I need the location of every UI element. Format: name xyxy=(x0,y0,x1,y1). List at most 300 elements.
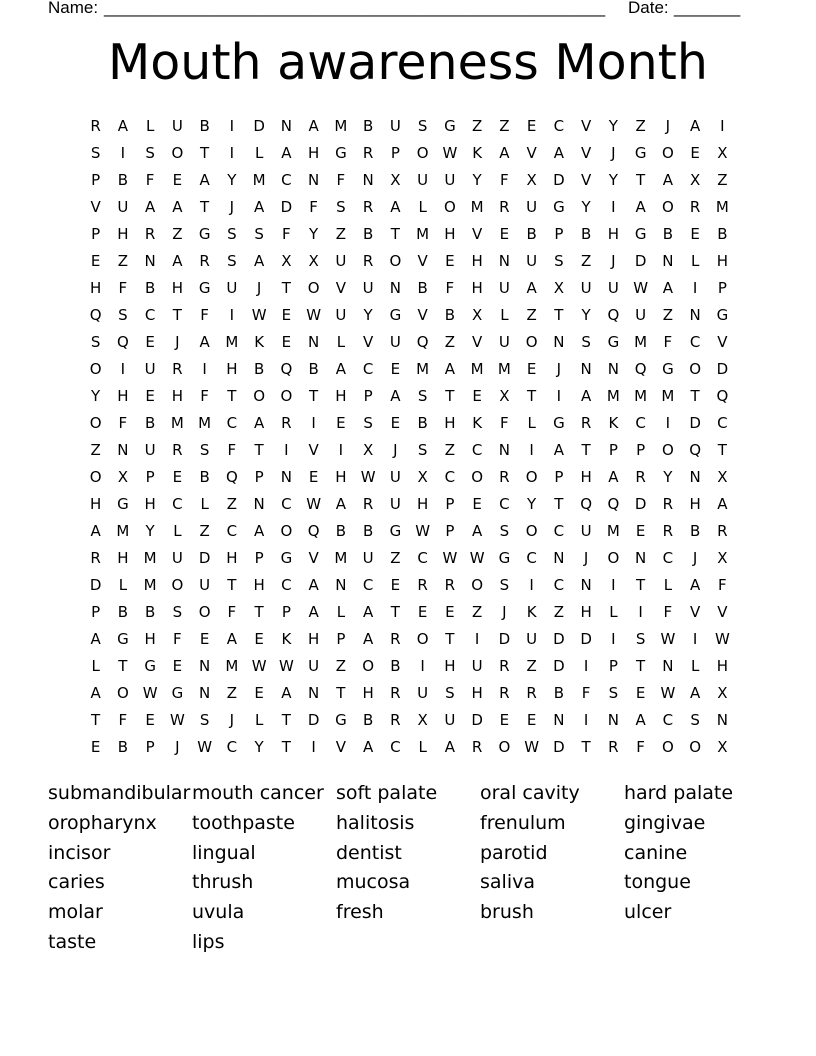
grid-letter[interactable]: N xyxy=(253,494,265,513)
grid-letter[interactable]: Q xyxy=(634,359,647,378)
grid-letter[interactable]: T xyxy=(527,386,537,405)
grid-letter[interactable]: M xyxy=(606,521,620,540)
grid-letter[interactable]: S xyxy=(172,602,183,621)
grid-letter[interactable]: O xyxy=(689,737,702,756)
grid-letter[interactable]: W xyxy=(469,548,485,567)
grid-letter[interactable]: N xyxy=(308,683,320,702)
grid-letter[interactable]: N xyxy=(689,467,701,486)
grid-letter[interactable]: R xyxy=(362,143,374,162)
grid-letter[interactable]: E xyxy=(526,710,537,729)
grid-letter[interactable]: S xyxy=(417,440,428,459)
grid-letter[interactable]: C xyxy=(390,737,401,756)
grid-letter[interactable]: U xyxy=(526,251,538,270)
grid-letter[interactable]: B xyxy=(117,737,129,756)
grid-letter[interactable]: P xyxy=(281,602,291,621)
grid-letter[interactable]: C xyxy=(362,359,374,378)
grid-letter[interactable]: E xyxy=(172,467,183,486)
grid-letter[interactable]: N xyxy=(308,332,320,351)
grid-letter[interactable]: U xyxy=(498,332,510,351)
grid-letter[interactable]: V xyxy=(471,224,483,243)
grid-letter[interactable]: R xyxy=(362,197,374,216)
grid-letter[interactable]: E xyxy=(499,710,510,729)
grid-letter[interactable]: G xyxy=(335,710,347,729)
grid-letter[interactable]: H xyxy=(471,278,483,297)
grid-letter[interactable]: T xyxy=(172,305,182,324)
grid-letter[interactable]: U xyxy=(171,548,183,567)
grid-letter[interactable]: O xyxy=(280,386,293,405)
grid-letter[interactable]: M xyxy=(715,197,729,216)
grid-letter[interactable]: T xyxy=(554,305,564,324)
grid-letter[interactable]: C xyxy=(553,116,565,135)
grid-letter[interactable]: R xyxy=(90,548,101,567)
grid-letter[interactable]: U xyxy=(417,170,429,189)
grid-letter[interactable]: F xyxy=(718,575,727,594)
grid-letter[interactable]: U xyxy=(389,467,401,486)
grid-letter[interactable]: M xyxy=(416,224,430,243)
grid-letter[interactable]: I xyxy=(311,413,316,432)
grid-letter[interactable]: J xyxy=(175,737,180,756)
grid-letter[interactable]: A xyxy=(308,602,319,621)
grid-letter[interactable]: F xyxy=(227,440,237,459)
grid-letter[interactable]: Z xyxy=(199,521,210,540)
grid-letter[interactable]: T xyxy=(554,494,564,513)
grid-letter[interactable]: H xyxy=(471,251,483,270)
grid-letter[interactable]: A xyxy=(499,143,510,162)
grid-letter[interactable]: Z xyxy=(580,251,592,270)
grid-letter[interactable]: P xyxy=(608,440,618,459)
grid-letter[interactable]: S xyxy=(581,332,591,351)
grid-letter[interactable]: R xyxy=(580,413,592,432)
grid-letter[interactable]: G xyxy=(198,278,211,297)
grid-letter[interactable]: C xyxy=(226,737,238,756)
grid-letter[interactable]: R xyxy=(499,197,510,216)
grid-letter[interactable]: H xyxy=(716,656,729,675)
grid-letter[interactable]: T xyxy=(390,224,400,243)
grid-letter[interactable]: N xyxy=(662,251,674,270)
grid-letter[interactable]: E xyxy=(390,413,401,432)
grid-letter[interactable]: O xyxy=(253,386,266,405)
grid-letter[interactable]: R xyxy=(499,656,510,675)
grid-letter[interactable]: X xyxy=(417,710,428,729)
grid-letter[interactable]: I xyxy=(556,386,562,405)
grid-letter[interactable]: Z xyxy=(499,116,510,135)
grid-letter[interactable]: T xyxy=(636,656,646,675)
grid-letter[interactable]: G xyxy=(444,116,456,135)
grid-letter[interactable]: E xyxy=(526,359,537,378)
grid-letter[interactable]: Y xyxy=(527,494,537,513)
grid-letter[interactable]: J xyxy=(175,332,180,351)
grid-letter[interactable]: B xyxy=(662,224,674,243)
grid-letter[interactable]: X xyxy=(526,170,537,189)
grid-letter[interactable]: F xyxy=(227,602,237,621)
grid-letter[interactable]: N xyxy=(498,251,510,270)
grid-letter[interactable]: A xyxy=(172,197,183,216)
grid-letter[interactable]: H xyxy=(144,629,156,648)
grid-letter[interactable]: Y xyxy=(254,737,264,756)
grid-letter[interactable]: G xyxy=(634,143,647,162)
grid-letter[interactable]: A xyxy=(172,251,183,270)
grid-letter[interactable]: Q xyxy=(280,359,293,378)
name-field[interactable]: _____________________________________________________ xyxy=(104,0,606,17)
grid-letter[interactable]: Z xyxy=(444,332,456,351)
grid-letter[interactable]: P xyxy=(254,467,264,486)
grid-letter[interactable]: T xyxy=(390,602,400,621)
grid-letter[interactable]: S xyxy=(227,251,237,270)
grid-letter[interactable]: G xyxy=(607,332,620,351)
grid-letter[interactable]: M xyxy=(170,413,184,432)
grid-letter[interactable]: A xyxy=(253,251,265,270)
grid-letter[interactable]: Z xyxy=(717,170,728,189)
grid-letter[interactable]: O xyxy=(89,467,102,486)
grid-letter[interactable]: B xyxy=(444,305,456,324)
grid-letter[interactable]: C xyxy=(226,521,238,540)
grid-letter[interactable]: T xyxy=(254,440,264,459)
grid-letter[interactable]: R xyxy=(362,251,374,270)
grid-letter[interactable]: S xyxy=(90,143,101,162)
grid-letter[interactable]: A xyxy=(471,521,483,540)
grid-letter[interactable]: A xyxy=(717,494,728,513)
grid-letter[interactable]: C xyxy=(144,305,156,324)
grid-letter[interactable]: G xyxy=(389,521,402,540)
grid-letter[interactable]: Q xyxy=(716,386,729,405)
grid-letter[interactable]: H xyxy=(89,494,102,513)
grid-letter[interactable]: E xyxy=(445,251,455,270)
grid-letter[interactable]: U xyxy=(362,278,374,297)
grid-letter[interactable]: M xyxy=(634,386,648,405)
grid-letter[interactable]: P xyxy=(554,467,564,486)
grid-letter[interactable]: R xyxy=(689,197,701,216)
grid-letter[interactable]: H xyxy=(444,413,456,432)
grid-letter[interactable]: T xyxy=(581,737,591,756)
grid-letter[interactable]: D xyxy=(580,629,592,648)
grid-letter[interactable]: W xyxy=(197,737,213,756)
grid-letter[interactable]: Z xyxy=(662,305,674,324)
grid-letter[interactable]: B xyxy=(717,224,728,243)
grid-letter[interactable]: X xyxy=(689,170,701,189)
grid-letter[interactable]: T xyxy=(254,602,264,621)
grid-letter[interactable]: U xyxy=(471,656,483,675)
grid-letter[interactable]: A xyxy=(553,440,564,459)
grid-letter[interactable]: M xyxy=(334,548,348,567)
grid-letter[interactable]: A xyxy=(308,116,319,135)
grid-letter[interactable]: B xyxy=(117,602,129,621)
grid-letter[interactable]: M xyxy=(198,413,212,432)
grid-letter[interactable]: Z xyxy=(471,602,483,621)
grid-letter[interactable]: U xyxy=(580,521,592,540)
grid-letter[interactable]: P xyxy=(445,521,455,540)
grid-letter[interactable]: N xyxy=(662,656,674,675)
grid-letter[interactable]: K xyxy=(254,332,265,351)
grid-letter[interactable]: F xyxy=(118,278,128,297)
grid-letter[interactable]: H xyxy=(689,494,701,513)
grid-letter[interactable]: B xyxy=(362,116,374,135)
grid-letter[interactable]: L xyxy=(609,602,618,621)
grid-letter[interactable]: Q xyxy=(307,521,320,540)
grid-letter[interactable]: N xyxy=(498,440,510,459)
grid-letter[interactable]: G xyxy=(198,224,211,243)
grid-letter[interactable]: C xyxy=(499,494,510,513)
grid-letter[interactable]: I xyxy=(120,359,126,378)
grid-letter[interactable]: Z xyxy=(526,305,537,324)
grid-letter[interactable]: V xyxy=(308,440,319,459)
grid-letter[interactable]: V xyxy=(580,143,592,162)
grid-letter[interactable]: E xyxy=(445,602,455,621)
grid-letter[interactable]: R xyxy=(199,251,210,270)
grid-letter[interactable]: G xyxy=(553,197,565,216)
grid-letter[interactable]: D xyxy=(553,656,565,675)
grid-letter[interactable]: A xyxy=(281,683,292,702)
grid-letter[interactable]: W xyxy=(442,548,458,567)
grid-letter[interactable]: E xyxy=(145,332,155,351)
grid-letter[interactable]: R xyxy=(390,710,401,729)
grid-letter[interactable]: B xyxy=(362,521,374,540)
grid-letter[interactable]: A xyxy=(281,143,292,162)
grid-letter[interactable]: H xyxy=(580,467,592,486)
grid-letter[interactable]: P xyxy=(390,143,400,162)
grid-letter[interactable]: K xyxy=(608,413,619,432)
grid-letter[interactable]: A xyxy=(608,467,619,486)
grid-letter[interactable]: N xyxy=(117,440,129,459)
grid-letter[interactable]: U xyxy=(362,548,374,567)
grid-letter[interactable]: I xyxy=(338,440,344,459)
grid-letter[interactable]: U xyxy=(117,197,129,216)
grid-letter[interactable]: H xyxy=(471,683,483,702)
grid-letter[interactable]: L xyxy=(500,305,509,324)
grid-letter[interactable]: N xyxy=(716,710,728,729)
grid-letter[interactable]: I xyxy=(665,413,671,432)
grid-letter[interactable]: V xyxy=(471,332,483,351)
grid-letter[interactable]: U xyxy=(199,575,211,594)
grid-letter[interactable]: S xyxy=(554,251,564,270)
grid-letter[interactable]: H xyxy=(335,467,347,486)
grid-letter[interactable]: S xyxy=(199,440,210,459)
grid-letter[interactable]: P xyxy=(717,278,727,297)
grid-letter[interactable]: J xyxy=(611,251,616,270)
grid-letter[interactable]: U xyxy=(171,116,183,135)
grid-letter[interactable]: C xyxy=(635,413,646,432)
grid-letter[interactable]: L xyxy=(254,143,264,162)
grid-letter[interactable]: I xyxy=(583,656,589,675)
grid-letter[interactable]: T xyxy=(581,440,591,459)
grid-letter[interactable]: Z xyxy=(172,224,183,243)
grid-letter[interactable]: Z xyxy=(226,494,238,513)
grid-letter[interactable]: V xyxy=(526,143,537,162)
grid-letter[interactable]: P xyxy=(336,629,346,648)
grid-letter[interactable]: D xyxy=(553,737,565,756)
grid-letter[interactable]: D xyxy=(634,494,647,513)
grid-letter[interactable]: U xyxy=(144,440,156,459)
grid-letter[interactable]: A xyxy=(199,332,210,351)
grid-letter[interactable]: W xyxy=(714,629,730,648)
grid-letter[interactable]: H xyxy=(226,548,238,567)
grid-letter[interactable]: A xyxy=(90,521,101,540)
grid-letter[interactable]: A xyxy=(362,737,374,756)
grid-letter[interactable]: Y xyxy=(581,197,591,216)
grid-letter[interactable]: E xyxy=(472,386,482,405)
grid-letter[interactable]: N xyxy=(553,548,565,567)
grid-letter[interactable]: M xyxy=(634,332,648,351)
grid-letter[interactable]: Y xyxy=(363,305,373,324)
grid-letter[interactable]: I xyxy=(229,116,235,135)
grid-letter[interactable]: W xyxy=(306,305,322,324)
grid-letter[interactable]: T xyxy=(200,197,210,216)
grid-letter[interactable]: O xyxy=(171,143,184,162)
grid-letter[interactable]: A xyxy=(444,359,455,378)
grid-letter[interactable]: Q xyxy=(416,332,429,351)
grid-letter[interactable]: I xyxy=(284,440,289,459)
grid-letter[interactable]: B xyxy=(199,116,210,135)
grid-letter[interactable]: T xyxy=(309,386,319,405)
grid-letter[interactable]: D xyxy=(471,710,483,729)
grid-letter[interactable]: O xyxy=(525,521,538,540)
grid-letter[interactable]: J xyxy=(611,143,616,162)
grid-letter[interactable]: R xyxy=(444,575,456,594)
grid-letter[interactable]: N xyxy=(607,710,619,729)
grid-letter[interactable]: O xyxy=(471,467,484,486)
grid-letter[interactable]: R xyxy=(662,494,674,513)
grid-letter[interactable]: X xyxy=(417,467,428,486)
grid-letter[interactable]: T xyxy=(445,629,455,648)
grid-letter[interactable]: R xyxy=(390,683,401,702)
grid-letter[interactable]: R xyxy=(172,440,183,459)
grid-letter[interactable]: F xyxy=(282,224,291,243)
grid-letter[interactable]: E xyxy=(172,656,183,675)
grid-letter[interactable]: N xyxy=(580,359,592,378)
grid-letter[interactable]: Y xyxy=(472,170,482,189)
grid-letter[interactable]: D xyxy=(553,170,565,189)
grid-letter[interactable]: B xyxy=(417,413,428,432)
grid-letter[interactable]: I xyxy=(229,143,235,162)
grid-letter[interactable]: B xyxy=(144,602,156,621)
grid-letter[interactable]: C xyxy=(526,548,537,567)
grid-letter[interactable]: E xyxy=(199,629,210,648)
grid-letter[interactable]: C xyxy=(444,467,456,486)
grid-letter[interactable]: H xyxy=(607,224,620,243)
grid-letter[interactable]: Y xyxy=(581,305,591,324)
grid-letter[interactable]: H xyxy=(171,278,184,297)
grid-letter[interactable]: E xyxy=(690,143,700,162)
grid-letter[interactable]: C xyxy=(281,170,292,189)
grid-letter[interactable]: S xyxy=(635,629,646,648)
grid-letter[interactable]: V xyxy=(335,737,346,756)
grid-letter[interactable]: W xyxy=(306,494,322,513)
grid-letter[interactable]: J xyxy=(229,710,235,729)
grid-letter[interactable]: W xyxy=(360,467,376,486)
grid-letter[interactable]: Z xyxy=(335,656,347,675)
grid-letter[interactable]: N xyxy=(280,116,292,135)
grid-letter[interactable]: E xyxy=(390,575,401,594)
grid-letter[interactable]: X xyxy=(308,251,319,270)
grid-letter[interactable]: B xyxy=(553,683,565,702)
grid-letter[interactable]: R xyxy=(471,737,483,756)
grid-letter[interactable]: B xyxy=(526,224,537,243)
grid-letter[interactable]: V xyxy=(689,602,701,621)
grid-letter[interactable]: N xyxy=(308,170,320,189)
grid-letter[interactable]: A xyxy=(526,278,537,297)
grid-letter[interactable]: Y xyxy=(227,170,237,189)
grid-letter[interactable]: G xyxy=(117,629,129,648)
grid-letter[interactable]: O xyxy=(525,467,538,486)
grid-letter[interactable]: S xyxy=(417,116,428,135)
grid-letter[interactable]: D xyxy=(634,251,647,270)
grid-letter[interactable]: Y xyxy=(663,467,673,486)
grid-letter[interactable]: L xyxy=(200,494,209,513)
grid-letter[interactable]: O xyxy=(661,737,674,756)
grid-letter[interactable]: W xyxy=(442,143,458,162)
grid-letter[interactable]: D xyxy=(689,413,701,432)
grid-letter[interactable]: R xyxy=(608,737,619,756)
grid-letter[interactable]: C xyxy=(281,494,292,513)
grid-letter[interactable]: S xyxy=(445,683,455,702)
grid-letter[interactable]: L xyxy=(118,575,128,594)
grid-letter[interactable]: P xyxy=(636,440,646,459)
grid-letter[interactable]: D xyxy=(198,548,211,567)
grid-letter[interactable]: G xyxy=(553,413,565,432)
grid-letter[interactable]: U xyxy=(444,170,456,189)
grid-letter[interactable]: Z xyxy=(444,440,456,459)
grid-letter[interactable]: D xyxy=(280,197,293,216)
grid-letter[interactable]: Q xyxy=(116,332,129,351)
grid-letter[interactable]: G xyxy=(662,359,674,378)
grid-letter[interactable]: N xyxy=(362,170,374,189)
grid-letter[interactable]: I xyxy=(529,575,534,594)
grid-letter[interactable]: P xyxy=(91,170,101,189)
grid-letter[interactable]: A xyxy=(689,683,701,702)
grid-letter[interactable]: L xyxy=(145,116,155,135)
grid-letter[interactable]: F xyxy=(309,197,318,216)
grid-letter[interactable]: T xyxy=(445,386,455,405)
grid-letter[interactable]: N xyxy=(635,548,647,567)
grid-letter[interactable]: W xyxy=(278,656,294,675)
grid-letter[interactable]: J xyxy=(583,548,589,567)
grid-letter[interactable]: E xyxy=(690,224,700,243)
grid-letter[interactable]: P xyxy=(254,548,264,567)
grid-letter[interactable]: R xyxy=(390,629,401,648)
grid-letter[interactable]: H xyxy=(716,251,729,270)
grid-letter[interactable]: O xyxy=(198,602,211,621)
grid-letter[interactable]: J xyxy=(692,548,698,567)
grid-letter[interactable]: E xyxy=(145,710,155,729)
grid-letter[interactable]: R xyxy=(172,359,183,378)
grid-letter[interactable]: Q xyxy=(580,494,593,513)
grid-letter[interactable]: O xyxy=(607,548,620,567)
grid-letter[interactable]: H xyxy=(362,683,374,702)
grid-letter[interactable]: A xyxy=(662,278,673,297)
grid-letter[interactable]: A xyxy=(362,602,374,621)
grid-letter[interactable]: B xyxy=(253,359,265,378)
grid-letter[interactable]: V xyxy=(717,602,728,621)
grid-letter[interactable]: B xyxy=(117,170,129,189)
grid-letter[interactable]: F xyxy=(581,683,591,702)
grid-letter[interactable]: T xyxy=(91,710,101,729)
grid-letter[interactable]: H xyxy=(444,224,456,243)
grid-letter[interactable]: V xyxy=(717,332,728,351)
grid-letter[interactable]: U xyxy=(308,656,320,675)
grid-letter[interactable]: A xyxy=(253,521,265,540)
grid-letter[interactable]: T xyxy=(118,656,128,675)
grid-letter[interactable]: M xyxy=(225,332,239,351)
grid-letter[interactable]: A xyxy=(662,170,673,189)
grid-letter[interactable]: F xyxy=(173,629,182,648)
grid-letter[interactable]: U xyxy=(498,278,510,297)
grid-letter[interactable]: X xyxy=(717,737,728,756)
grid-letter[interactable]: R xyxy=(662,521,674,540)
grid-letter[interactable]: I xyxy=(120,143,126,162)
grid-letter[interactable]: N xyxy=(335,575,347,594)
grid-letter[interactable]: V xyxy=(362,332,374,351)
grid-letter[interactable]: S xyxy=(199,710,210,729)
grid-letter[interactable]: Q xyxy=(607,305,620,324)
